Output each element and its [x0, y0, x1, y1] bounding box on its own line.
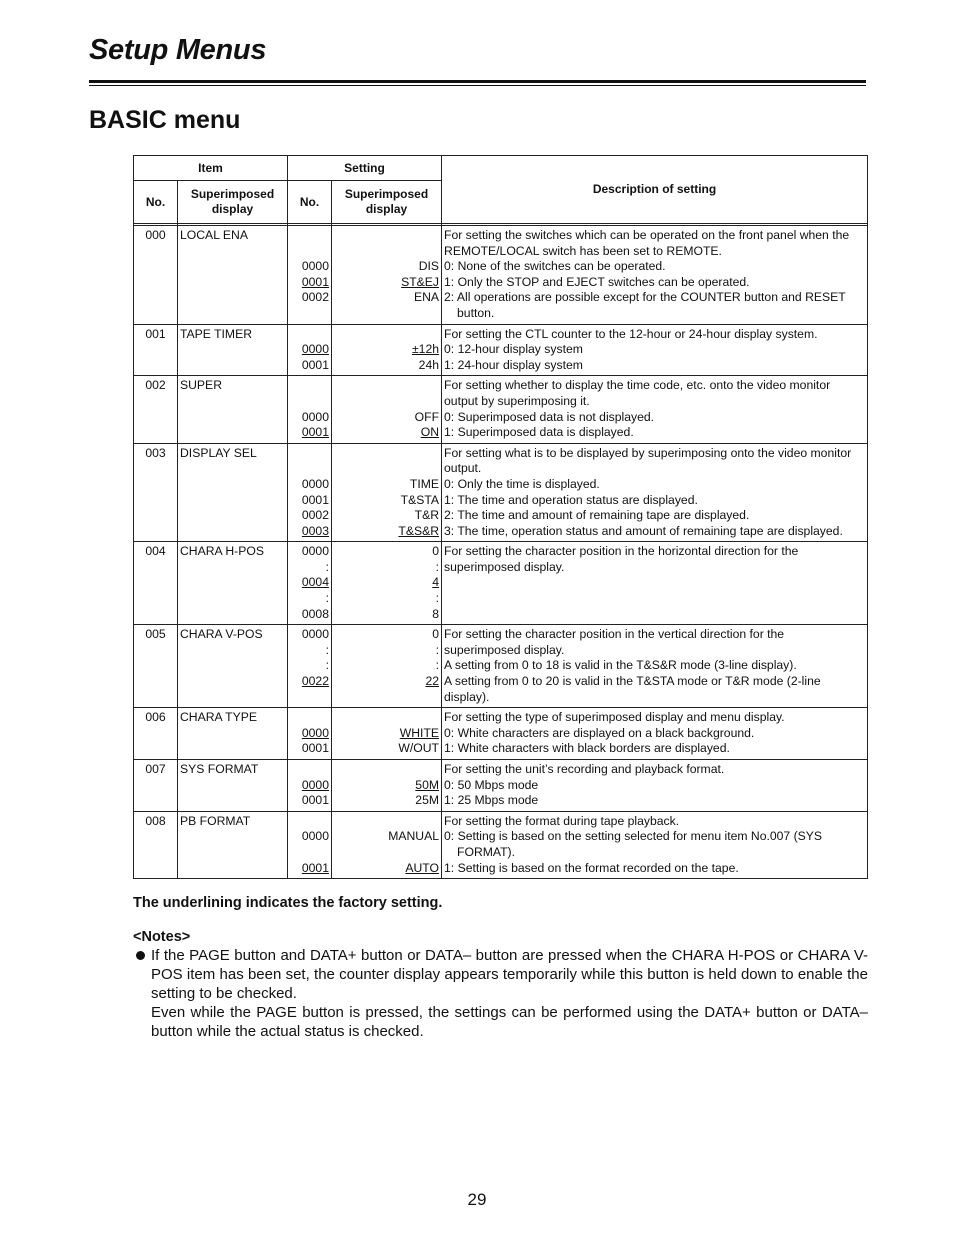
setting-no: [288, 708, 332, 760]
setting-no-value: 0002: [301, 508, 329, 523]
setting-display-value: [334, 845, 439, 861]
item-no: [134, 324, 178, 376]
setting-display-value: [334, 690, 439, 706]
setting-no-factory: 0001: [301, 860, 329, 875]
setting-display-value: W/OUT: [398, 741, 440, 756]
item-display-text: CHARA TYPE: [180, 710, 257, 725]
description-line: 0: White characters are displayed on a black background.: [444, 725, 755, 740]
setting-no-value: 0000: [301, 409, 329, 424]
description-line: [444, 591, 865, 607]
setting-no: [288, 625, 332, 708]
table-row: [134, 443, 868, 542]
setting-description: [442, 708, 868, 760]
setting-display: [332, 443, 442, 542]
item-display: [178, 811, 288, 878]
bullet-icon: [136, 951, 145, 960]
notes-continuation: [133, 1003, 868, 1041]
setting-no-value: [290, 228, 329, 244]
setting-no-value: 0001: [301, 357, 329, 372]
setting-no-factory: 0001: [301, 425, 329, 440]
item-display: [178, 226, 288, 325]
setting-display: [332, 376, 442, 443]
description-line: 1: Superimposed data is displayed.: [444, 425, 634, 440]
table-row: [134, 760, 868, 812]
notes-body: [133, 946, 868, 1041]
setting-display-value: :: [435, 658, 440, 673]
setting-no-value: [290, 762, 329, 778]
table-row: [134, 226, 868, 325]
item-display: [178, 708, 288, 760]
setting-description: [442, 760, 868, 812]
setting-display-factory: ON: [420, 425, 440, 440]
setting-no-value: 0000: [301, 829, 329, 844]
setting-no-value: 0001: [301, 793, 329, 808]
setting-display-value: 25M: [415, 793, 440, 808]
description-line: 0: None of the switches can be operated.: [444, 259, 666, 274]
notes-heading: <Notes>: [133, 929, 191, 945]
setting-display-value: [334, 710, 439, 726]
table-row: [134, 811, 868, 878]
item-no: [134, 625, 178, 708]
setting-display-value: :: [435, 559, 440, 574]
notes-bullet-item: [133, 946, 868, 1003]
table-row: [134, 324, 868, 376]
setting-display-value: [334, 378, 439, 394]
setting-display-value: T&STA: [400, 492, 440, 507]
description-line: For setting the type of superimposed display and menu display.: [444, 710, 785, 725]
item-display-text: DISPLAY SEL: [180, 445, 257, 460]
description-line: output.: [444, 461, 482, 476]
description-line: 3: The time, operation status and amount of remaining tape are displayed.: [444, 523, 843, 538]
item-display-text: PB FORMAT: [180, 813, 251, 828]
header-item-superimposed: Superimposed display: [178, 181, 288, 224]
header-setting-no: No.: [288, 181, 332, 224]
setting-no: [288, 226, 332, 325]
factory-setting-note: The underlining indicates the factory setting.: [133, 895, 443, 911]
setting-display-value: :: [435, 591, 440, 606]
setting-no: [288, 542, 332, 625]
table-row: [134, 708, 868, 760]
setting-description: [442, 811, 868, 878]
item-display-text: CHARA H-POS: [180, 544, 264, 559]
setting-display-value: DIS: [418, 259, 440, 274]
setting-no: [288, 376, 332, 443]
setting-display-value: 8: [432, 606, 440, 621]
setting-display-value: [334, 446, 439, 462]
description-line: For setting the character position in the horizontal direction for the: [444, 544, 799, 559]
setting-no: [288, 443, 332, 542]
description-line: 1: 24-hour display system: [444, 357, 583, 372]
table-row: [134, 542, 868, 625]
description-line: For setting what is to be displayed by superimposing onto the video monitor: [444, 445, 852, 460]
setting-description: [442, 324, 868, 376]
setting-display-value: ENA: [413, 290, 440, 305]
header-setting-superimposed: Superimposed display: [332, 181, 442, 224]
description-line: FORMAT).: [457, 844, 516, 859]
setting-no-value: 0000: [301, 544, 329, 559]
setting-display: [332, 811, 442, 878]
header-description: Description of setting: [442, 156, 868, 224]
item-no-text: 005: [145, 627, 166, 642]
item-display: [178, 760, 288, 812]
description-line: For setting the CTL counter to the 12-hour or 24-hour display system.: [444, 326, 818, 341]
description-line: 1: The time and operation status are displayed.: [444, 492, 698, 507]
basic-menu-table: [133, 155, 868, 879]
item-no-text: 008: [145, 813, 166, 828]
item-no-text: 002: [145, 378, 166, 393]
description-line: 0: Superimposed data is not displayed.: [444, 409, 655, 424]
setting-no-factory: 0000: [301, 777, 329, 792]
description-line: output by superimposing it.: [444, 393, 590, 408]
item-display: [178, 324, 288, 376]
item-no-text: 003: [145, 445, 166, 460]
setting-description: [442, 542, 868, 625]
setting-display-value: 24h: [418, 357, 440, 372]
setting-no-value: [290, 327, 329, 343]
setting-display: [332, 625, 442, 708]
setting-no-factory: 0000: [301, 342, 329, 357]
setting-display-value: T&R: [414, 508, 440, 523]
setting-display-value: [334, 394, 439, 410]
setting-no-value: 0008: [301, 606, 329, 621]
header-setting: Setting: [288, 156, 442, 181]
description-line: A setting from 0 to 20 is valid in the T&STA mode or T&R mode (2-line: [444, 674, 821, 689]
setting-display-factory: ST&EJ: [401, 274, 440, 289]
description-line: 2: All operations are possible except for the COUNTER button and RESET: [444, 290, 846, 305]
item-no-text: 006: [145, 710, 166, 725]
setting-no-value: [290, 710, 329, 726]
setting-display-factory: ±12h: [411, 342, 440, 357]
setting-no-value: [290, 814, 329, 830]
item-no-text: 000: [145, 228, 166, 242]
item-display: [178, 542, 288, 625]
description-line: display).: [444, 689, 490, 704]
setting-no-value: 0002: [301, 290, 329, 305]
setting-no-value: 0000: [301, 476, 329, 491]
setting-display: [332, 324, 442, 376]
description-line: For setting the format during tape playback.: [444, 813, 680, 828]
setting-no-factory: 0000: [301, 725, 329, 740]
description-line: 1: Only the STOP and EJECT switches can be operated.: [444, 274, 750, 289]
description-line: 0: Setting is based on the setting selected for menu item No.007 (SYS: [444, 829, 823, 844]
description-line: superimposed display.: [444, 559, 565, 574]
setting-display-value: OFF: [414, 409, 440, 424]
description-line: For setting the character position in the vertical direction for the: [444, 627, 785, 642]
item-no: [134, 376, 178, 443]
header-item: Item: [134, 156, 288, 181]
item-display-text: CHARA V-POS: [180, 627, 263, 642]
item-no: [134, 542, 178, 625]
setting-description: [442, 376, 868, 443]
page-title: Setup Menus: [89, 34, 267, 66]
setting-display-value: MANUAL: [388, 829, 440, 844]
item-no-text: 001: [145, 326, 166, 341]
table-body: [134, 226, 868, 879]
setting-no-value: [290, 446, 329, 462]
setting-no-value: 0001: [301, 741, 329, 756]
description-line: A setting from 0 to 18 is valid in the T&S&R mode (3-line display).: [444, 658, 797, 673]
item-no: [134, 811, 178, 878]
setting-no-value: :: [325, 642, 329, 657]
notes-paragraph-2: Even while the PAGE button is pressed, the settings can be performed using the DATA+ button or DATA– button while the actual status is checked.: [151, 1004, 868, 1040]
item-no-text: 004: [145, 544, 166, 559]
setting-display-factory: T&S&R: [398, 523, 440, 538]
setting-no-value: [290, 690, 329, 706]
setting-display-factory: AUTO: [405, 860, 440, 875]
description-line: For setting the switches which can be operated on the front panel when the: [444, 228, 850, 242]
setting-display-value: [334, 306, 439, 322]
notes-paragraph-1: If the PAGE button and DATA+ button or DATA– button are pressed when the CHARA H-POS or CHARA V-POS item has been set, the counter display appears temporarily while this button is held down to enable the setting to be checked.: [151, 947, 868, 1002]
setting-display-factory: 4: [432, 575, 440, 590]
table-row: [134, 625, 868, 708]
setting-no-value: [290, 244, 329, 260]
item-no: [134, 226, 178, 325]
setting-no-value: 0001: [301, 492, 329, 507]
setting-display-factory: WHITE: [399, 725, 440, 740]
description-line: 1: White characters with black borders are displayed.: [444, 741, 730, 756]
description-line: REMOTE/LOCAL switch has been set to REMOTE.: [444, 243, 722, 258]
description-line: 2: The time and amount of remaining tape are displayed.: [444, 508, 750, 523]
setting-no-factory: 0004: [301, 575, 329, 590]
setting-no-factory: 0022: [301, 674, 329, 689]
setting-no-value: [290, 394, 329, 410]
setting-display-value: [334, 327, 439, 343]
item-display: [178, 625, 288, 708]
setting-display-value: [334, 814, 439, 830]
setting-no-value: :: [325, 559, 329, 574]
item-display-text: LOCAL ENA: [180, 228, 248, 242]
description-line: superimposed display.: [444, 642, 565, 657]
description-line: For setting the unit’s recording and playback format.: [444, 762, 725, 776]
item-display-text: SUPER: [180, 378, 222, 393]
description-line: button.: [457, 305, 495, 320]
description-line: 1: 25 Mbps mode: [444, 793, 539, 808]
setting-display-value: [334, 228, 439, 244]
table-row: [134, 376, 868, 443]
description-line: [444, 607, 865, 623]
setting-no-value: 0000: [301, 259, 329, 274]
setting-display: [332, 542, 442, 625]
setting-no-value: :: [325, 591, 329, 606]
setting-no-value: [290, 461, 329, 477]
setting-display-value: [334, 244, 439, 260]
item-display: [178, 376, 288, 443]
setting-display: [332, 708, 442, 760]
description-line: 1: Setting is based on the format recorded on the tape.: [444, 860, 739, 875]
description-line: [444, 575, 865, 591]
setting-no-value: [290, 378, 329, 394]
item-display: [178, 443, 288, 542]
setting-display-value: [334, 762, 439, 778]
setting-no: [288, 760, 332, 812]
description-line: 0: 50 Mbps mode: [444, 777, 539, 792]
setting-no-factory: 0001: [301, 274, 329, 289]
setting-no-value: [290, 845, 329, 861]
setting-no-factory: 0003: [301, 523, 329, 538]
setting-description: [442, 443, 868, 542]
setting-no-value: :: [325, 658, 329, 673]
description-line: 0: 12-hour display system: [444, 342, 583, 357]
description-line: 0: Only the time is displayed.: [444, 476, 600, 491]
setting-no: [288, 324, 332, 376]
setting-display-factory: 22: [425, 674, 440, 689]
header-item-no: No.: [134, 181, 178, 224]
page-number: 29: [467, 1190, 487, 1209]
setting-description: [442, 226, 868, 325]
setting-no: [288, 811, 332, 878]
section-title: BASIC menu: [89, 106, 241, 134]
setting-description: [442, 625, 868, 708]
setting-display: [332, 226, 442, 325]
item-no-text: 007: [145, 762, 166, 776]
item-display-text: SYS FORMAT: [180, 762, 259, 776]
item-display-text: TAPE TIMER: [180, 326, 253, 341]
setting-display: [332, 760, 442, 812]
item-no: [134, 708, 178, 760]
item-no: [134, 443, 178, 542]
setting-display-factory: 50M: [415, 777, 440, 792]
setting-display-value: :: [435, 642, 440, 657]
setting-no-value: [290, 306, 329, 322]
description-line: For setting whether to display the time code, etc. onto the video monitor: [444, 378, 831, 393]
item-no: [134, 760, 178, 812]
setting-display-value: 0: [432, 627, 440, 642]
title-rule: [89, 80, 866, 86]
setting-display-value: 0: [432, 544, 440, 559]
setting-display-value: TIME: [409, 476, 440, 491]
setting-display-value: [334, 461, 439, 477]
setting-no-value: 0000: [301, 627, 329, 642]
